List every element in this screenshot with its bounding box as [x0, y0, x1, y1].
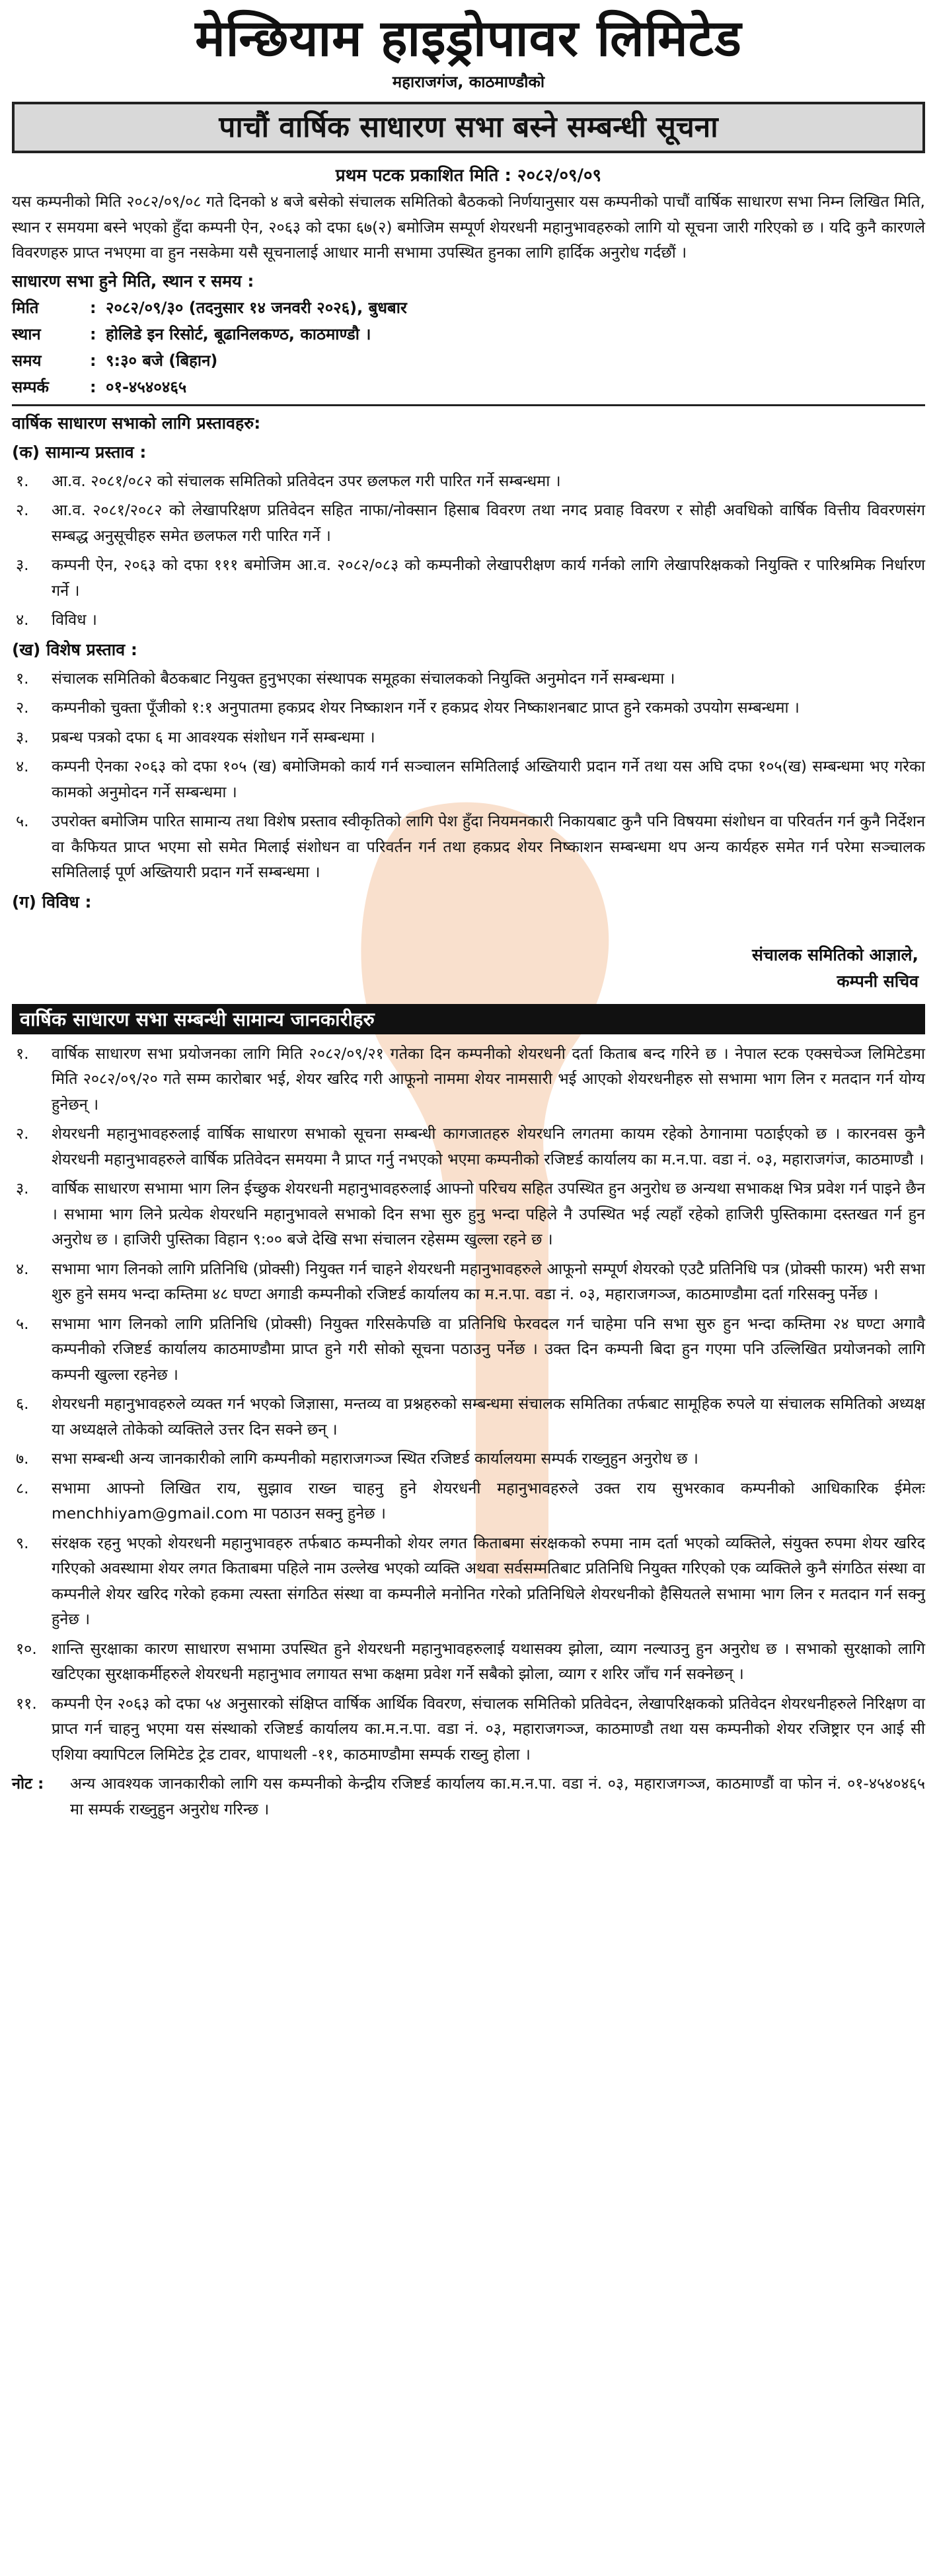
info-item-text: वार्षिक साधारण सभा प्रयोजनका लागि मिति २०८२/०९/२१ गतेका दिन कम्पनीको शेयरधनी दर्ता किताब बन्द गरिने छ । नेपाल स्टक एक्सचेञ्ज लिमिटेडमा मिति २०८२/०९/२० गते सम्म कारोबार भई, शेयर खरिद गरी आफूनो नाममा शेयर नामसारी भई आएको शेयरधनीहरु सो सभामा भाग लिन र मतदान गर्न योग्य हुनेछन् ।	[52, 1044, 925, 1114]
notice-title: पाचौं वार्षिक साधारण सभा बस्ने सम्बन्धी सूचना	[12, 102, 925, 153]
meeting-row	[12, 374, 925, 400]
meeting-row-key: सम्पर्क	[12, 377, 49, 396]
general-proposal-item	[12, 497, 925, 548]
published-date: प्रथम पटक प्रकाशित मिति : २०८२/०९/०९	[335, 166, 602, 186]
general-proposal-item-text: विविध ।	[52, 610, 97, 629]
proposals-heading: वार्षिक साधारण सभाको लागि प्रस्तावहरु:	[12, 413, 261, 433]
meeting-row-value: होलिडे इन रिसोर्ट, बूढानिलकण्ठ, काठमाण्डौ ।	[106, 324, 371, 343]
general-proposal-list	[12, 468, 925, 633]
general-proposal-item-number: १.	[16, 471, 29, 490]
meeting-row-key: स्थान	[12, 324, 41, 343]
general-proposal-item	[12, 552, 925, 603]
info-item	[12, 1691, 925, 1768]
special-proposal-item-text: प्रबन्ध पत्रको दफा ६ मा आवश्यक संशोधन गर्ने सम्बन्धमा ।	[52, 727, 375, 746]
company-name: मेन्छियाम हाइड्रोपावर लिमिटेड	[195, 9, 742, 67]
special-proposal-item-text: संचालक समितिको बैठकबाट नियुक्त हुनुभएका संस्थापक समूहका संचालकको नियुक्ति अनुमोदन गर्ने सम्बन्धमा ।	[52, 668, 675, 688]
special-proposal-item-number: ४.	[16, 757, 29, 775]
misc-heading: (ग) विविध :	[12, 892, 92, 912]
special-proposal-item	[12, 808, 925, 885]
info-item-number: ७.	[16, 1449, 29, 1468]
general-proposal-item-text: आ.व. २०८१/०८२ को संचालक समितिको प्रतिवेदन उपर छलफल गरी पारित गर्ने सम्बन्धमा ।	[52, 471, 561, 490]
special-proposal-item-number: ३.	[16, 727, 29, 746]
info-item	[12, 1041, 925, 1118]
special-proposal-item	[12, 754, 925, 805]
info-item-number: २.	[16, 1124, 29, 1143]
special-proposal-item-number: १.	[16, 668, 29, 688]
info-item	[12, 1121, 925, 1172]
intro-paragraph: यस कम्पनीको मिति २०८२/०९/०८ गते दिनको ४ बजे बसेको संचालक समितिको बैठकको निर्णयानुसार यस कम्पनीको पाचौं वार्षिक साधारण सभा निम्न लिखित मिति, स्थान र समयमा बस्ने भएको हुँदा कम्पनी ऐन, २०६३ को दफा ६७(२) बमोजिम सम्पूर्ण शेयरधनी महानुभावहरुको लागि यो सूचना जारी गरिएको छ । यदि कुनै कारणले विवरणहरु प्राप्त नभएमा वा हुन नसकेमा यसै सूचनालाई आधार मानी सभामा उपस्थित हुनका लागि हार्दिक अनुरोध गर्दछौं ।	[12, 192, 925, 262]
info-item-number: ८.	[16, 1478, 29, 1497]
info-item-text: सभामा भाग लिनको लागि प्रतिनिधि (प्रोक्सी) नियुक्त गरिसकेपछि वा प्रतिनिधि फेरवदल गर्न चाहेमा पनि सभा सुरु हुन भन्दा कम्तिमा २४ घण्टा अगावै कम्पनीको रजिष्टर्ड कार्यालय काठमाण्डौमा प्राप्त हुने गरी सोको सूचना पठाउनु पर्नेछ । उक्त दिन कम्पनी बिदा हुन गएमा पनि उल्लिखित प्रयोजनको लागि कम्पनी खुल्ला रहनेछ ।	[52, 1314, 925, 1384]
notice-page	[12, 7, 925, 1822]
general-proposal-item-number: ३.	[16, 555, 29, 574]
general-proposal-item-text: कम्पनी ऐन, २०६३ को दफा १११ बमोजिम आ.व. २०८२/०८३ को कम्पनीको लेखापरीक्षण कार्य गर्नको लागि लेखापरिक्षकको नियुक्ति र पारिश्रमिक निर्धारण गर्ने ।	[52, 555, 925, 600]
signature-line-1: संचालक समितिको आज्ञाले,	[751, 945, 918, 964]
meeting-row-key: समय	[12, 351, 42, 370]
note-block	[12, 1771, 925, 1822]
special-proposal-item-number: २.	[16, 698, 29, 717]
signature-line-2: कम्पनी सचिव	[837, 971, 918, 991]
general-proposal-item	[12, 468, 925, 494]
meeting-details	[12, 295, 925, 400]
special-proposal-item	[12, 695, 925, 721]
info-item-number: १०.	[16, 1639, 37, 1658]
special-proposal-item-text: कम्पनीको चुक्ता पूँजीको १:१ अनुपातमा हकप्रद शेयर निष्काशन गर्ने र हकप्रद शेयर निष्काशनबाट प्राप्त हुने रकमको उपयोग सम्बन्धमा ।	[52, 698, 800, 717]
info-item	[12, 1476, 925, 1526]
info-item-number: ३.	[16, 1179, 29, 1198]
special-proposal-item	[12, 725, 925, 750]
info-item-number: ९.	[16, 1533, 29, 1552]
info-item-text: वार्षिक साधारण सभामा भाग लिन ईच्छुक शेयरधनी महानुभावहरुलाई आफ्नो परिचय सहित उपस्थित हुन अनुरोध छ अन्यथा सभाकक्ष भित्र प्रवेश गर्न पाइने छैन । सभामा भाग लिने प्रत्येक शेयरधनि महानुभावले सभाको दिन सभा सुरु हुनु भन्दा पहिले नै उपस्थित भई त्यहाँ रहेको हाजिरी पुस्तिकामा दस्तखत गर्न हुन अनुरोध छ । हाजिरी पुस्तिका विहान ९:०० बजे देखि सभा संचालन रहेसम्म खुल्ला रहने छ ।	[52, 1179, 925, 1248]
special-proposal-item-text: उपरोक्त बमोजिम पारित सामान्य तथा विशेष प्रस्ताव स्वीकृतिको लागि पेश हुँदा नियमनकारी निकायबाट कुनै पनि विषयमा संशोधन वा परिवर्तन गर्न कुनै निर्देशन वा कैफियत प्राप्त भएमा सो समेत मिलाई संशोधन वा परिवर्तन गर्न तथा हकप्रद शेयर निष्काशन सम्बन्धमा थप अन्य कार्यहरु समेत गर्न परेमा सञ्चालक समितिलाई पूर्ण अख्तियारी प्रदान गर्ने सम्बन्धमा ।	[52, 812, 925, 881]
general-proposal-item	[12, 607, 925, 633]
info-item-text: शेयरधनी महानुभावहरुले व्यक्त गर्न भएको जिज्ञासा, मन्तव्य वा प्रश्नहरुको सम्बन्धमा संचालक समितिका तर्फबाट सामूहिक रुपले या संचालक समितिको अध्यक्ष या अध्यक्षले तोकेको व्यक्तिले उत्तर दिन सक्ने छन् ।	[52, 1394, 925, 1439]
info-item	[12, 1256, 925, 1307]
general-proposal-heading: (क) सामान्य प्रस्ताव :	[12, 442, 147, 462]
meeting-row-value: २०८२/०९/३० (तदनुसार १४ जनवरी २०२६), बुधबार	[106, 298, 407, 317]
info-item	[12, 1311, 925, 1388]
meeting-row	[12, 321, 925, 347]
note-text: अन्य आवश्यक जानकारीको लागि यस कम्पनीको केन्द्रीय रजिष्टर्ड कार्यालय का.म.न.पा. वडा नं. ०३, महाराजगञ्ज, काठमाण्डौं वा फोन नं. ०१-४५४०४६५ मा सम्पर्क राख्नुहुन अनुरोध गरिन्छ ।	[70, 1774, 925, 1818]
meeting-row-colon: :	[90, 351, 96, 370]
info-item	[12, 1446, 925, 1472]
info-item-number: १.	[16, 1044, 29, 1063]
info-item-text: सभामा आफ्नो लिखित राय, सुझाव राख्न चाहनु हुने शेयरधनी महानुभावहरुले उक्त राय सुभरकाव कम्पनीको आधिकारिक ईमेलः menchhiyam@gmail.com मा पठाउन सक्नु हुनेछ ।	[52, 1478, 925, 1522]
info-item-text: शान्ति सुरक्षाका कारण साधारण सभामा उपस्थित हुने शेयरधनी महानुभावहरुलाई यथासक्य झोला, व्याग नल्याउनु हुन अनुरोध छ । सभाको सुरक्षाको लागि खटिएका सुरक्षाकर्मीहरुले शेयरधनी महानुभाव लगायत सभा कक्षमा प्रवेश गर्ने सबैको झोला, व्याग र शरिर जाँच गर्न सक्नेछन् ।	[52, 1639, 925, 1683]
special-proposal-item	[12, 666, 925, 692]
meeting-row-colon: :	[90, 377, 96, 396]
general-info-list	[12, 1041, 925, 1768]
info-item-number: ४.	[16, 1259, 29, 1278]
info-item	[12, 1636, 925, 1687]
info-item-number: ६.	[16, 1394, 29, 1413]
special-proposal-item-text: कम्पनी ऐनका २०६३ को दफा १०५ (ख) बमोजिमको कार्य गर्न सञ्चालन समितिलाई अख्तियारी प्रदान गर्ने तथा यस अघि दफा १०५(ख) सम्बन्धमा भए गरेका कामको अनुमोदन गर्ने सम्बन्धमा ।	[52, 757, 925, 801]
info-item-number: ५.	[16, 1314, 29, 1333]
info-item-text: संरक्षक रहनु भएको शेयरधनी महानुभावहरु तर्फबाठ कम्पनीको शेयर लगत किताबमा संरक्षकको रुपमा नाम दर्ता भएको व्यक्तिले, संयुक्त रुपमा शेयर खरिद गरिएको अवस्थामा शेयर लगत किताबमा पहिले नाम उल्लेख भएको व्यक्ति अथवा सर्वसम्मतिबाट प्रतिनिधि नियुक्त गरिएको एक व्यक्तिले कुनै संगठित संस्था वा कम्पनीले शेयर खरिद गरेको हकमा त्यस्ता संगठित संस्था वा कम्पनीले मनोनित गरेको प्रतिनिधिले शेयरधनीको हैसियतले सभामा भाग लिन र मतदान गर्न सक्नु हुनेछ ।	[52, 1533, 925, 1628]
special-proposal-list	[12, 666, 925, 885]
company-address: महाराजगंज, काठमाण्डौको	[392, 73, 545, 91]
info-item	[12, 1176, 925, 1252]
note-label: नोट :	[12, 1774, 44, 1793]
general-proposal-item-number: २.	[16, 501, 29, 519]
meeting-row	[12, 347, 925, 374]
info-item-text: कम्पनी ऐन २०६३ को दफा ५४ अनुसारको संक्षिप्त वार्षिक आर्थिक विवरण, संचालक समितिको प्रतिवेदन, लेखापरिक्षकको प्रतिवेदन शेयरधनीहरुले निरिक्षण वा प्राप्त गर्न चाहनु भएमा यस संस्थाको रजिष्टर्ड कार्यालय का.म.न.पा. वडा नं. ०३, महाराजगञ्ज, काठमाण्डौ तथा यस कम्पनीको शेयर रजिष्ट्रार एन आई सी एशिया क्यापिटल लिमिटेड ट्रेड टावर, थापाथली -११, काठमाण्डौमा सम्पर्क राख्नु होला ।	[52, 1694, 926, 1764]
general-proposal-item-text: आ.व. २०८१/२०८२ को लेखापरिक्षण प्रतिवेदन सहित नाफा/नोक्सान हिसाब विवरण तथा नगद प्रवाह विवरण र सोही अवधिको वार्षिक वित्तीय विवरणसंग सम्बद्ध अनुसूचीहरु समेत छलफल गरी पारित गर्ने ।	[52, 501, 925, 545]
meeting-row-key: मिति	[12, 298, 39, 317]
general-info-heading: वार्षिक साधारण सभा सम्बन्धी सामान्य जानकारीहरु	[12, 1004, 925, 1034]
meeting-row-colon: :	[90, 298, 96, 317]
meeting-row-value: ९:३० बजे (बिहान)	[106, 351, 218, 370]
general-proposal-item-number: ४.	[16, 610, 29, 629]
meeting-row	[12, 295, 925, 321]
info-item	[12, 1391, 925, 1442]
meeting-heading: साधारण सभा हुने मिति, स्थान र समय :	[12, 271, 254, 291]
info-item-number: ११.	[16, 1694, 37, 1713]
divider	[12, 404, 925, 406]
signature-block	[12, 942, 925, 995]
info-item-text: सभामा भाग लिनको लागि प्रतिनिधि (प्रोक्सी) नियुक्त गर्न चाहने शेयरधनी महानुभावहरुले आफूनो सम्पूर्ण शेयरको एउटै प्रतिनिधि पत्र (प्रोक्सी फारम) भरी सभा शुरु हुने समय भन्दा कम्तिमा ४८ घण्टा अगाडी कम्पनीको रजिष्टर्ड कार्यालय का म.न.पा. वडा नं. ०३, महाराजगञ्ज, काठमाण्डौमा दर्ता गरिसक्नु पर्नेछ ।	[52, 1259, 925, 1303]
special-proposal-item-number: ५.	[16, 812, 29, 830]
meeting-row-value: ०१-४५४०४६५	[106, 377, 187, 396]
special-proposal-heading: (ख) विशेष प्रस्ताव :	[12, 639, 137, 659]
info-item-text: शेयरधनी महानुभावहरुलाई वार्षिक साधारण सभाको सूचना सम्बन्धी कागजातहरु शेयरधनि लगतमा कायम रहेको ठेगानामा पठाईएको छ । कारनवस कुनै शेयरधनी महानुभावहरुले वार्षिक प्रतिवेदन समयमा नै प्राप्त गर्नु नभएको भएमा कम्पनीको रजिष्टर्ड कार्यालय का म.न.पा. वडा नं. ०३, महाराजगंज, काठमाण्डौ ।	[52, 1124, 925, 1168]
info-item-text: सभा सम्बन्धी अन्य जानकारीको लागि कम्पनीको महाराजगञ्ज स्थित रजिष्टर्ड कार्यालयमा सम्पर्क राख्नुहुन अनुरोध छ ।	[52, 1449, 698, 1468]
meeting-row-colon: :	[90, 324, 96, 343]
info-item	[12, 1530, 925, 1632]
